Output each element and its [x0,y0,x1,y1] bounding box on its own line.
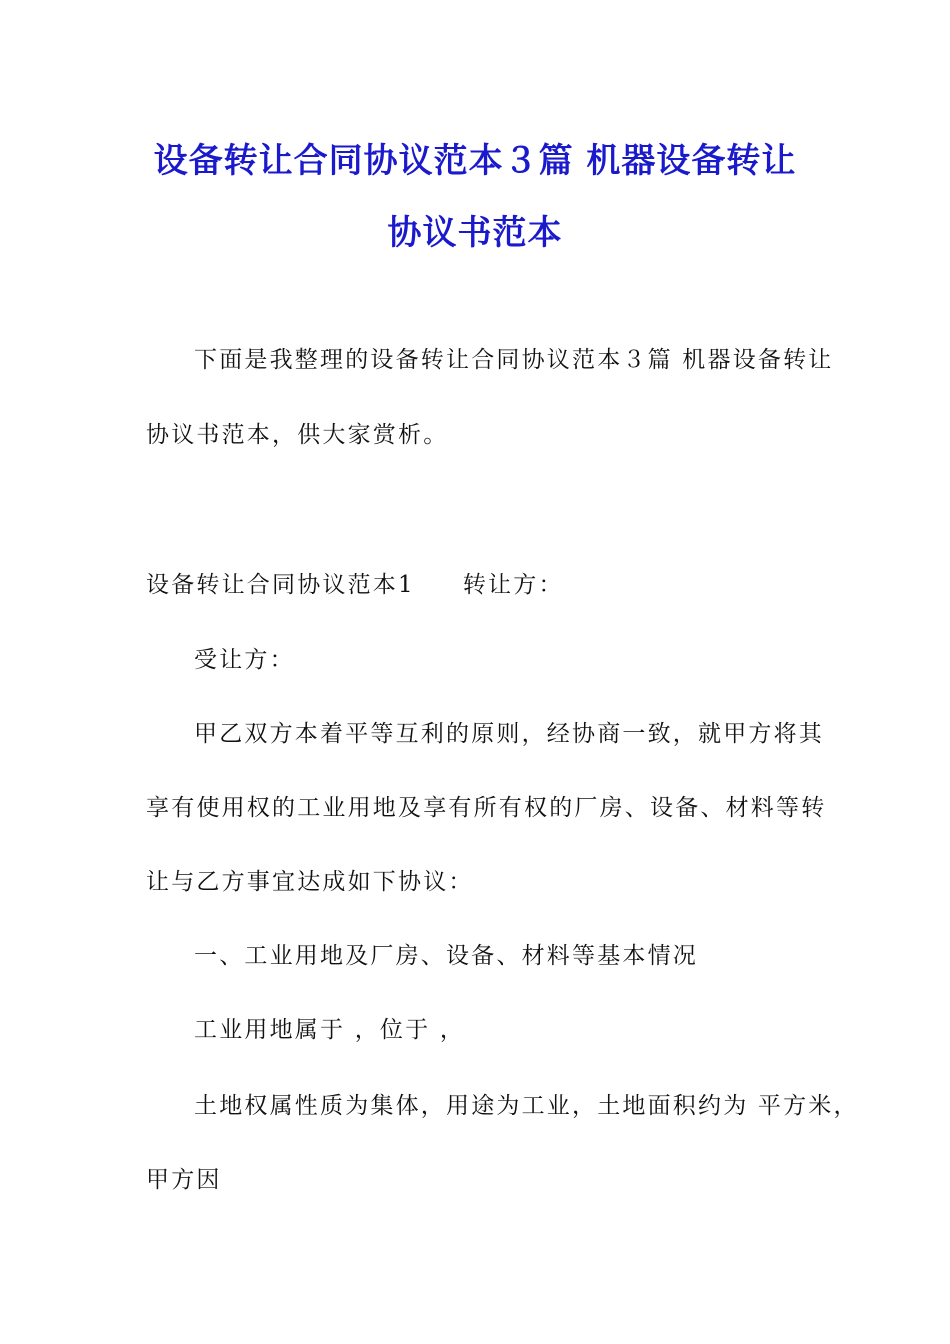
clause-1-line-2: 土地权属性质为集体，用途为工业，土地面积约为 平方米， [194,1093,859,1119]
transferee-label: 受让方： [194,647,295,673]
clause-1-line-3: 甲方因 [146,1167,222,1193]
section-heading: 设备转让合同协议范本1 [146,572,415,598]
paragraph-1-line-1: 甲乙双方本着平等互利的原则，经协商一致，就甲方将其 [194,721,824,747]
intro-line-2: 协议书范本，供大家赏析。 [146,422,449,448]
intro-line-1: 下面是我整理的设备转让合同协议范本３篇 机器设备转让 [194,347,834,373]
clause-1-heading: 一、工业用地及厂房、设备、材料等基本情况 [194,943,698,969]
document-title-line-2: 协议书范本 [387,213,563,253]
paragraph-1-line-3: 让与乙方事宜达成如下协议： [146,869,474,895]
paragraph-1-line-2: 享有使用权的工业用地及享有所有权的厂房、设备、材料等转 [146,795,827,821]
clause-1-line-1: 工业用地属于 ，位于 ， [194,1017,466,1043]
section-heading-row [146,570,564,600]
transferor-label: 转让方： [462,572,564,598]
document-title-line-1: 设备转让合同协议范本３篇 机器设备转让 [153,141,797,181]
